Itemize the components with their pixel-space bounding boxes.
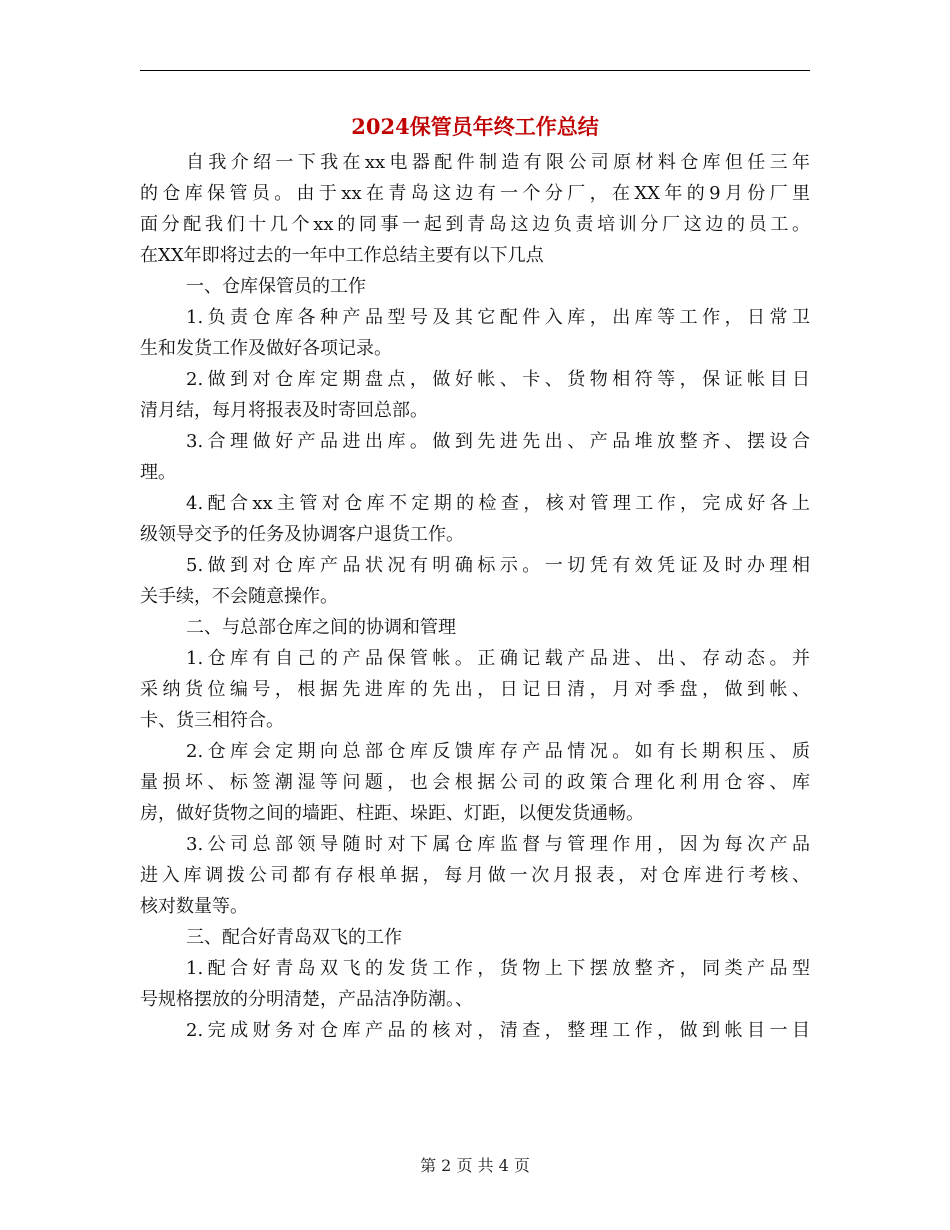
text-line: 3.公司总部领导随时对下属仓库监督与管理作用，因为每次产品 (186, 834, 810, 855)
text-line: 2.完成财务对仓库产品的核对，清查，整理工作，做到帐目一目 (186, 1020, 810, 1041)
text-line: 的仓库保管员。由于xx在青岛这边有一个分厂，在XX年的9月份厂里 (140, 183, 810, 204)
text-line: 4.配合xx主管对仓库不定期的检查，核对管理工作，完成好各上 (186, 493, 810, 514)
text-line: 三、配合好青岛双飞的工作 (186, 927, 402, 948)
document-body (140, 147, 810, 1046)
text-line: 理。 (140, 462, 176, 483)
text-line: 采纳货位编号，根据先进库的先出，日记日清，月对季盘，做到帐、 (140, 679, 810, 700)
text-line: 自我介绍一下我在xx电器配件制造有限公司原材料仓库但任三年 (186, 152, 810, 173)
text-line: 在XX年即将过去的一年中工作总结主要有以下几点 (140, 245, 544, 266)
text-line: 1.负责仓库各种产品型号及其它配件入库，出库等工作，日常卫 (186, 307, 810, 328)
text-line: 2.做到对仓库定期盘点，做好帐、卡、货物相符等，保证帐目日 (186, 369, 810, 390)
text-line: 核对数量等。 (140, 896, 248, 917)
text-line: 1.仓库有自己的产品保管帐。正确记载产品进、出、存动态。并 (186, 648, 810, 669)
text-line: 3.合理做好产品进出库。做到先进先出、产品堆放整齐、摆设合 (186, 431, 810, 452)
text-line: 清月结，每月将报表及时寄回总部。 (140, 400, 428, 421)
text-line: 1.配合好青岛双飞的发货工作，货物上下摆放整齐，同类产品型 (186, 958, 810, 979)
text-line: 量损坏、标签潮湿等问题，也会根据公司的政策合理化利用仓容、库 (140, 772, 810, 793)
text-line: 级领导交予的任务及协调客户退货工作。 (140, 524, 464, 545)
text-line: 二、与总部仓库之间的协调和管理 (186, 617, 456, 638)
header-rule (140, 70, 810, 71)
text-line: 生和发货工作及做好各项记录。 (140, 338, 392, 359)
text-line: 5.做到对仓库产品状况有明确标示。一切凭有效凭证及时办理相 (186, 555, 810, 576)
text-line: 关手续，不会随意操作。 (140, 586, 338, 607)
text-line: 进入库调拨公司都有存根单据，每月做一次月报表，对仓库进行考核、 (140, 865, 810, 886)
text-line: 号规格摆放的分明清楚，产品洁净防潮。、 (140, 989, 473, 1010)
text-line: 房，做好货物之间的墙距、柱距、垛距、灯距，以便发货通畅。 (140, 803, 644, 824)
text-line: 一、仓库保管员的工作 (186, 276, 366, 297)
text-line: 卡、货三相符合。 (140, 710, 284, 731)
text-line: 面分配我们十几个xx的同事一起到青岛这边负责培训分厂这边的员工。 (140, 214, 810, 235)
document-title: 2024保管员年终工作总结 (351, 114, 599, 139)
page-footer: 第 2 页 共 4 页 (420, 1156, 530, 1175)
text-line: 2.仓库会定期向总部仓库反馈库存产品情况。如有长期积压、质 (186, 741, 810, 762)
